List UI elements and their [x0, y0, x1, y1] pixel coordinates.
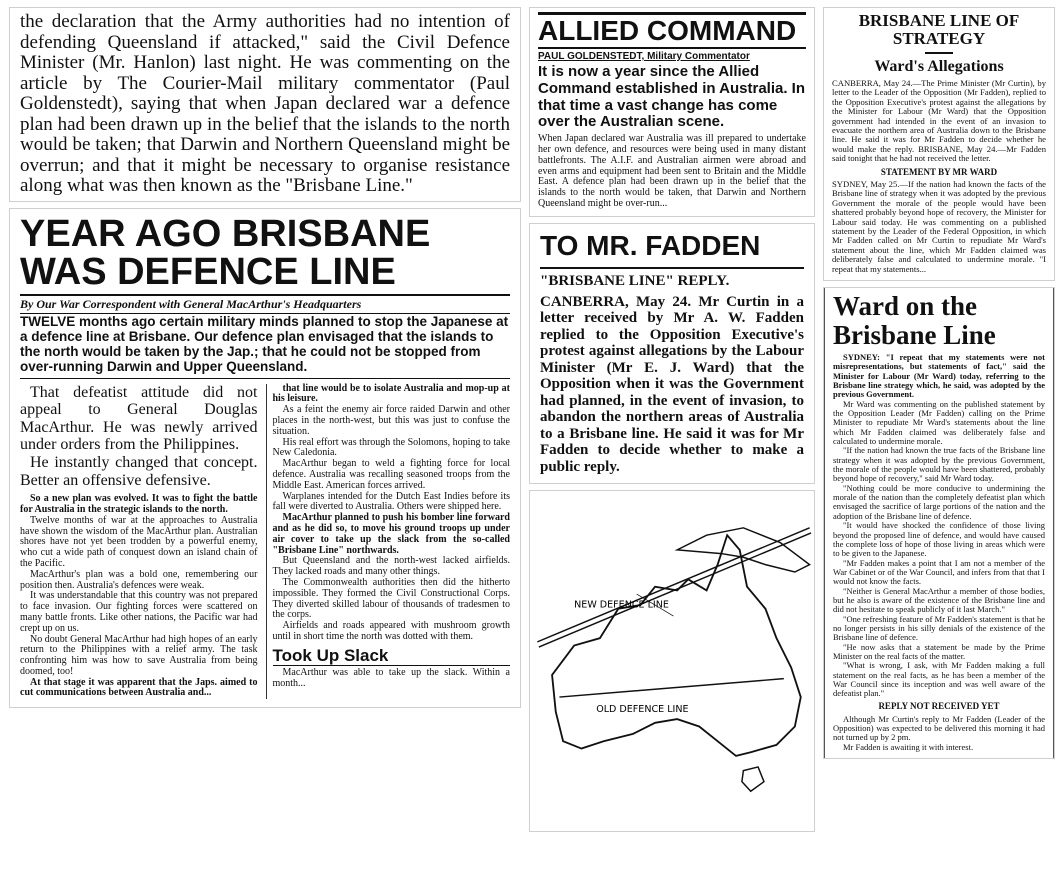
paragraph: But Queensland and the north-west lacked airfields. They lacked roads and many other things.	[272, 555, 510, 578]
paragraph: Warplanes intended for the Dutch East Indies before its fall were diverted to Australia. Others were shipped here.	[272, 490, 510, 513]
paragraph: MacArthur began to weld a fighting force for local defence. Australia was recalling seasoned troops from the Middle East. American forces arrived.	[272, 458, 510, 491]
paragraph: At that stage it was apparent that the Japs. aimed to cut communications between Australia and...	[20, 676, 258, 699]
headline-line-2: WAS DEFENCE LINE	[20, 251, 396, 294]
paragraph: Although Mr Curtin's reply to Mr Fadden (Leader of the Opposition) was expected to be delivered this morning it had not turned up by 2 pm.	[833, 713, 1045, 743]
australia-map-illustration	[530, 491, 814, 831]
paragraph: The Commonwealth authorities then did the hitherto impossible. They formed the Civil Constructional Corps. They diverted skilled labour of thousands of tradesmen to the corps.	[272, 576, 510, 621]
headline-line-1: YEAR AGO BRISBANE	[20, 212, 431, 255]
paragraph: "He now asks that a statement be made by the Prime Minister on the real facts of the matter.	[833, 641, 1045, 661]
byline: By Our War Correspondent with General MacArthur's Headquarters	[20, 294, 510, 314]
article-body: CANBERRA, May 24. Mr Curtin in a letter received by Mr A. W. Fadden replied to the Opposition Executive's protest against allegations by the Labour Minister (Mr E. J. Ward) that the Opposition when it was the Government had planned, in the event of invasion, to abandon the northern areas of Australia to a Brisbane line. He said it was for Mr Fadden to decide whether to make a public reply.	[540, 293, 804, 475]
paragraph: He instantly changed that concept. Better an offensive defensive.	[20, 453, 258, 489]
collage-column-right	[824, 8, 1054, 758]
article-body: CANBERRA, May 24.—The Prime Minister (Mr Curtin), by letter to the Leader of the Opposition (Mr Fadden), replied to the Opposition Executive's protest against the allegations by the Minister for Labour (Mr Ward) that the Opposition government had intended in the event of an invasion to evacuate the northern area of Australia down to the Brisbane line. He said it was for Mr Fadden to decide whether he would make the reply. BRISBANE, May 24.—Mr Fadden said tonight that he had not received the letter.	[832, 77, 1046, 164]
headline: ALLIED COMMAND	[538, 12, 806, 49]
lead-paragraph: It is now a year since the Allied Command established in Australia. In that time a vast change has come over the Australian scene.	[538, 63, 805, 131]
paragraph: that line would be to isolate Australia and mop-up at his leisure.	[272, 382, 510, 405]
paragraph: Mr Fadden is awaiting it with interest.	[843, 741, 974, 752]
subheadline: Ward's Allegations	[874, 57, 1004, 75]
new-defence-line	[537, 528, 811, 647]
paragraph: No doubt General MacArthur had high hopes of an early return to the Philippines with a relief army. The task confronting him was how to save Australia from being doomed, too!	[20, 633, 258, 677]
paragraph: MacArthur was able to take up the slack. Within a month...	[272, 667, 510, 689]
column-2	[266, 384, 511, 700]
section-heading: STATEMENT BY MR WARD	[880, 166, 998, 177]
section-heading: Took Up Slack	[273, 647, 511, 666]
old-defence-line-label: OLD DEFENCE LINE	[596, 704, 689, 716]
paragraph: So a new plan was evolved. It was to fight the battle for Australia in the strategic islands to the north.	[20, 493, 258, 515]
paragraph: Airfields and roads appeared with mushroom growth until in short time the north was dotted with them.	[272, 620, 510, 642]
paragraph: It was understandable that this country was not prepared to face invasion. Our fighting forces were scattered on many battle fronts. Like other nations, the Pacific war had crept up on us.	[20, 590, 258, 634]
collage-column-left	[10, 8, 520, 707]
article-body	[833, 353, 1045, 752]
paragraph: That defeatist attitude did not appeal to General Douglas MacArthur. He was newly arrived under orders from the Philippines.	[20, 383, 258, 454]
lead-paragraph: TWELVE months ago certain military minds planned to stop the Japanese at a defence line at Brisbane. Our defence plan envisaged that the islands to the north would be taken by the Jap.; that he could not be stopped from over-running Darwin and Upper Queensland.	[20, 314, 510, 378]
paragraph: As a feint the enemy air force raided Darwin and other places in the north-west, but this was just to confuse the situation.	[272, 404, 510, 437]
clipping-year-ago-brisbane-defence-line	[10, 209, 520, 708]
paragraph: Mr Ward was commenting on the published statement by the Opposition Leader (Mr Fadden) calling on the Prime Minister to repudiate Mr Ward's statements about the line which Mr Fadden claimed was deliberately false and calculated to undermine morale.	[833, 398, 1045, 447]
paragraph: "Mr Fadden makes a point that I am not a member of the War Cabinet or of the War Council, and infers from that that I would not know the facts.	[833, 557, 1045, 587]
headline: BRISBANE LINE OF STRATEGY	[858, 11, 1020, 48]
byline: PAUL GOLDENSTEDT, Military Commentator	[538, 51, 750, 62]
paragraph: Twelve months of war at the approaches to Australia have shown the wisdom of the MacArthur plan. Australian shores have not yet been trodden by a powerful enemy, who cut a wide path of conquest down an island chain of the Pacific.	[20, 514, 258, 569]
paragraph: His real effort was through the Solomons, hoping to take New Caledonia.	[272, 436, 510, 459]
clipping-hanlon-statement	[10, 8, 520, 201]
new-defence-line-label: NEW DEFENCE LINE	[574, 599, 669, 611]
paragraph: SYDNEY: "I repeat that my statements were not misrepresentations, but statements of fact," said the Minister for Labour (Mr Ward) today, referring to the Brisbane line strategy which, he said, was adopted by the previous Government.	[833, 351, 1045, 400]
collage-column-middle	[530, 8, 814, 831]
paragraph: MacArthur's plan was a bold one, remembering our position then. Australia's defences were weak.	[20, 568, 258, 591]
divider	[925, 52, 953, 54]
clipping-to-mr-fadden	[530, 224, 814, 484]
subheadline: "BRISBANE LINE" REPLY.	[540, 267, 804, 290]
headline	[20, 212, 510, 294]
column-1	[20, 384, 258, 700]
tasmania-outline	[742, 767, 764, 791]
section-heading: REPLY NOT RECEIVED YET	[878, 700, 1000, 711]
article-body: the declaration that the Army authorities had no intention of defending Queensland if attacked," said the Civil Defence Minister (Mr. Hanlon) last night. He was commenting on the article by The Courier-Mail military commentator (Paul Goldenstedt), saying that when Japan declared war a defence plan had been drawn up in the belief that the islands to the north would be taken; that Darwin and Northern Queensland might be overrun; and that it might be necessary to organise resistance along what was then known as the "Brisbane Line."	[20, 11, 510, 197]
paragraph: MacArthur planned to push his bomber line forward and as he did so, to move his ground troops up under air cover to take up the slack from the so-called "Brisbane Line" northwards.	[272, 512, 510, 556]
clipping-ward-on-brisbane-line	[824, 288, 1054, 758]
paragraph: "Nothing could be more conducive to undermining the morale of the nation than the completely defeatist plan which envisaged the sacrifice of large portions of the nation and the adoption of the Brisbane line of defence.	[833, 482, 1045, 521]
headline: Ward on the Brisbane Line	[833, 291, 996, 350]
article-body: When Japan declared war Australia was ill prepared to undertake her own defence, and resources were being used in many distant battlefronts. The A.I.F. and Australian airmen were abroad and even arms and equipment had been sent to Britain and the Middle East. A defence plan had been drawn up in the belief that the islands to the north would be taken, that Darwin and Northern Queensland might be over-run...	[538, 133, 806, 209]
clipping-brisbane-line-of-strategy	[824, 8, 1054, 280]
australia-outline	[552, 535, 801, 756]
paragraph: "If the nation had known the true facts of the Brisbane line strategy when it was adopted by the previous Government, the morale of the people would have been shattered, probably beyond hope of recovery," said Mr Ward today.	[833, 445, 1045, 484]
clipping-defence-line-map	[530, 491, 814, 831]
paragraph: "One refreshing feature of Mr Fadden's statement is that he no longer persists in his silly denials of the existence of the Brisbane line of defence.	[833, 613, 1045, 643]
paragraph: "What is wrong, I ask, with Mr Fadden making a full statement on the real facts, as he has been a member of the War Council since its inception and was well aware of the defeatist plan."	[833, 660, 1045, 699]
old-defence-line	[559, 679, 783, 697]
clipping-allied-command	[530, 8, 814, 216]
paragraph: "Neither is General MacArthur a member of those bodies, but he also is aware of the existence of the Brisbane line and did not hesitate to speak publicly of it last March."	[833, 585, 1045, 615]
headline: TO MR. FADDEN	[540, 229, 761, 261]
article-body: SYDNEY, May 25.—If the nation had known the facts of the Brisbane line of strategy when it was adopted by the previous Government the morale of the people would have been shattered probably beyond hope of recovery, the Minister for Labour said today. He was commenting on a published statement by the Leader of the Federal Opposition, in which Mr Fadden called on Mr Curtin to repudiate Mr Ward's statement about the line, which Mr Fadden claimed was deliberately false and calculated to undermine morale. "I repeat that my statements...	[832, 178, 1046, 274]
paragraph: "It would have shocked the confidence of those living beyond the proposed line of defence, and would have caused the complete loss of hope of those living in areas which were to be given to the Japanese.	[833, 520, 1045, 559]
